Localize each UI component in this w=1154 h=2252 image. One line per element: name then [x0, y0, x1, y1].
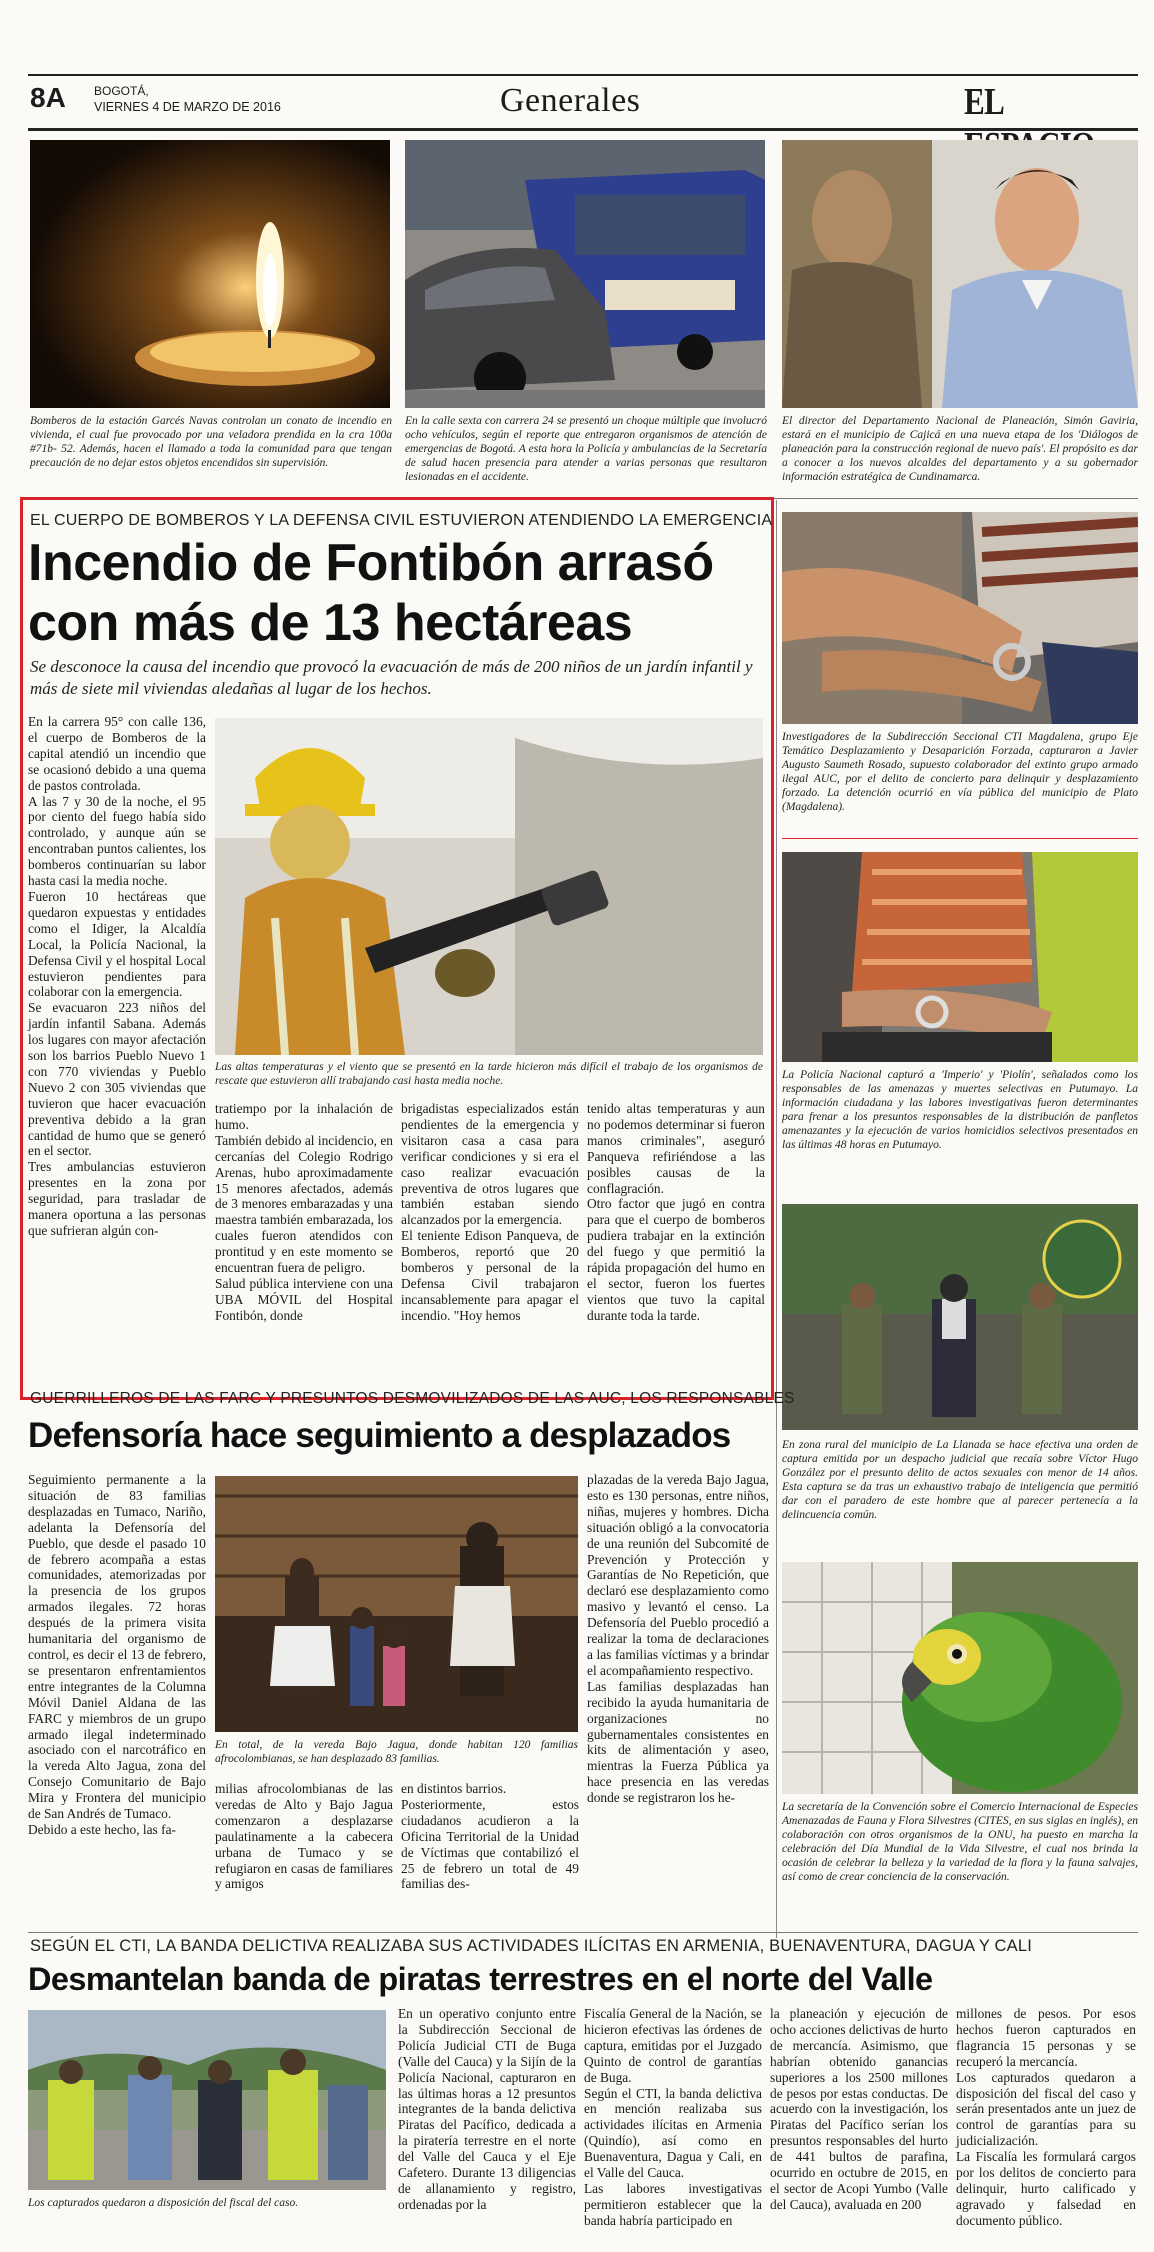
- piratas-column-2: Fiscalía General de la Nación, se hicieron efectivas las órdenes de captura, emitidas por el Juzgado Quinto de control de garantías de Buga. Según el CTI, la banda delictiva en mención realizaba sus actividades ilícitas en Armenia (Quindío), así como en Buenaventura, Dagua y Cali, en el Valle del Cauca. Las labores investigativas permitieron establecer que la banda habría participado en: [584, 2006, 762, 2228]
- family-photo: [215, 1476, 578, 1732]
- police-photo: [28, 2010, 386, 2190]
- crash-caption: En la calle sexta con carrera 24 se presentó un choque múltiple que involucró ocho vehículos, según el reporte que entregaron organismos de atención de emergencias de Bogotá. A esta hora la Policía y ambulancias de la Secretaría de salud hacen presencia para atender a varias personas que resultaron lesionadas en el accidente.: [405, 415, 767, 483]
- lead-deck: Se desconoce la causa del incendio que provocó la evacuación de más de 200 niños de un jardín infantil y más de siete mil viviendas aledañas al lugar de los hechos.: [30, 657, 753, 698]
- official-photo: [782, 140, 1138, 408]
- newspaper-logo: EL: [964, 81, 1003, 123]
- arrest-photo: [782, 852, 1138, 1062]
- piratas-kicker: SEGÚN EL CTI, LA BANDA DELICTIVA REALIZABA SUS ACTIVIDADES ILÍCITAS EN ARMENIA, BUENAVENTURA, DAGUA Y CALI: [30, 1937, 1033, 1955]
- lead-headline-line2: con más de 13 hectáreas: [28, 594, 633, 652]
- candle-photo: [30, 140, 390, 408]
- official-caption: El director del Departamento Nacional de Planeación, Simón Gaviria, estará en el municipio de Cajicá en una nueva etapa de los 'Diálogos de planeación para la construcción regional de nuevo país'. El propósito es dar a conocer a los nuevos alcaldes del departamento y a su gobernador información estratégica de Cundinamarca.: [782, 415, 1138, 483]
- soldiers-photo: [782, 1204, 1138, 1430]
- handcuff-photo: [782, 512, 1138, 724]
- piratas-column-1: En un operativo conjunto entre la Subdirección Seccional de Policía Judicial CTI de Buga (Valle del Cauca) y la Sijín de la Policía Nacional, capturaron en las últimas horas a 12 presuntos integrantes de la banda delictiva Piratas del Pacífico, dedicada a la piratería terrestre en el norte del Valle del Cauca y el Eje Cafetero. Durante 13 diligencias de allanamiento y registro, ordenadas por la: [398, 2006, 576, 2212]
- parrot-caption: La secretaría de la Convención sobre el Comercio Internacional de Especies Amenazadas de Fauna y Flora Silvestres (CITES, en sus siglas en inglés), en colaboración con otros organismos de la ONU, ha puesto en marcha la celebración del Día Mundial de la Vida Silvestre, el cual nos brinda la ocasión de celebrar la belleza y la variedad de la flora y la fauna salvajes, así como de crear conciencia de la conservación.: [782, 1801, 1138, 1883]
- city-line: BOGOTÁ,: [94, 84, 149, 98]
- parrot-photo: [782, 1562, 1138, 1794]
- page-number: 8A: [30, 82, 66, 113]
- police-caption: Los capturados quedaron a disposición del fiscal del caso.: [28, 2197, 299, 2209]
- piratas-headline: Desmantelan banda de piratas terrestres en el norte del Valle: [28, 1961, 933, 1997]
- defensoria-kicker: GUERRILLEROS DE LAS FARC Y PRESUNTOS DESMOVILIZADOS DE LAS AUC, LOS RESPONSABLES: [30, 1390, 795, 1407]
- lead-column-4: tenido altas temperaturas y aun no podemos determinar si fueron manos criminales", aseguró Panqueva refiriéndose a las posibles causas de la conflagración. Otro factor que jugó en contra para que el cuerpo de bomberos pudiera trabajar en la extinción del fuego y que permitió la rápida propagación del humo en el sector, fueron los fuertes vientos que tuvo la capital durante toda la tarde.: [587, 1101, 765, 1323]
- defensoria-column-4: plazadas de la vereda Bajo Jagua, esto es 130 personas, entre niños, niñas, mujeres y hombres. Dicha situación obligó a la convocatoria de una reunión del Subcomité de Prevención y Protección y Garantías de No Repetición, que declaró ese desplazamiento como masivo y levantó el censo. La Defensoría del Pueblo procedió a realizar la toma de declaraciones a las familias víctimas y a brindar el acompañamiento respectivo. Las familias desplazadas han recibido la ayuda humanitaria de organizaciones no gubernamentales consistentes en kits de alimentación y aseo, mientras la Fuerza Pública ya hace presencia en las veredas donde se registraron los he-: [587, 1472, 769, 1806]
- section-title: Generales: [500, 82, 641, 119]
- lead-kicker: EL CUERPO DE BOMBEROS Y LA DEFENSA CIVIL ESTUVIERON ATENDIENDO LA EMERGENCIA: [30, 512, 773, 529]
- soldiers-caption: En zona rural del municipio de La Llanada se hace efectiva una orden de captura emitida por un despacho judicial que recaía sobre Víctor Hugo González por el presunto delito de actos sexuales con menor de 14 años. Esta captura se da tras un exhaustivo trabajo de inteligencia que permitió dar con el paradero de este hombre que al parecer pertenecía a la delincuencia común.: [782, 1439, 1138, 1521]
- lead-column-1: En la carrera 95° con calle 136, el cuerpo de Bomberos de la capital atendió un incendio que se ocasionó debido a una quema de pastos controlada. A las 7 y 30 de la noche, el 95 por ciento del fuego había sido controlado, y aunque aún se encontraban puntos calientes, los bomberos continuarían su labor hasta casi la media noche. Fueron 10 hectáreas que quedaron expuestas y entidades como el Idiger, la Alcaldía Local, la Policía Nacional, la Defensa Civil y el hospital Local estuvieron pendientes para colaborar con la emergencia. Se evacuaron 223 niños del jardín infantil Sabana. Además los lugares con mayor afectación son los barrios Pueblo Nuevo 1 con 770 viviendas y Pueblo Nuevo 2 con 305 viviendas que tuvieron que hacer evacuación preventiva debido a la gran cantidad de humo que se generó en el sector. Tres ambulancias estuvieron presentes en la zona por seguridad, para trasladar de manera oportuna a las personas que sufrieran algún con-: [28, 714, 206, 1238]
- crash-photo: [405, 140, 765, 408]
- piratas-column-4: millones de pesos. Por esos hechos fueron capturados en flagrancia 15 personas y se recuperó la mercancía. Los capturados quedaron a disposición del fiscal del caso y serán presentados ante un juez de control de garantías para su judicialización. La Fiscalía les formulará cargos por los delitos de concierto para delinquir, hurto calificado y agravado y falsedad en documento público.: [956, 2006, 1136, 2228]
- fire-photo: [215, 718, 763, 1055]
- fire-photo-caption: Las altas temperaturas y el viento que se presentó en la tarde hicieron más difícil el trabajo de los organismos de rescate que estuvieron allí trabajando casi hasta media noche.: [215, 1061, 763, 1087]
- date-line: VIERNES 4 DE MARZO DE 2016: [94, 100, 281, 114]
- candle-caption: Bomberos de la estación Garcés Navas controlan un conato de incendio en vivienda, el cual fue provocado por una veladora prendida en la cra 100a #71b- 52. Además, hacen el llamado a toda la comunidad para que tengan precaución de no dejar estos objetos encendidos sin supervisión.: [30, 415, 392, 469]
- piratas-column-3: la planeación y ejecución de ocho acciones delictivas de hurto de mercancía. Asimismo, que habrían obtenido ganancias superiores a los 2500 millones de pesos por estas conductas. De acuerdo con la investigación, los Piratas del Pacífico serían los presuntos responsables del hurto de 441 bultos de parafina, ocurrido en octubre de 2015, en el sector de Acopi Yumbo (Valle del Cauca), avaluada en 200: [770, 2006, 948, 2212]
- lead-headline-line1: Incendio de Fontibón arrasó: [28, 534, 714, 592]
- lead-column-2: tratiempo por la inhalación de humo. También debido al incidencio, en cercanías del Colegio Rodrigo Arenas, hubo aproximadamente 15 menores afectados, además de 3 menores embarazadas y una maestra también embarazada, los cuales fueron atendidos con prontitud y en este momento se encuentran fuera de peligro. Salud pública interviene con una UBA MÓVIL del Hospital Fontibón, donde: [215, 1101, 393, 1323]
- defensoria-column-2: milias afrocolombianas de las veredas de Alto y Bajo Jagua comenzaron a desplazarse paulatinamente a la cabecera urbana de Tumaco y se refugiaron en casas de familiares y amigos: [215, 1781, 393, 1892]
- handcuff-caption: Investigadores de la Subdirección Seccional CTI Magdalena, grupo Eje Temático Desplazamiento y Desaparición Forzada, capturaron a Javier Augusto Saumeth Rosado, supuesto colaborador del extinto grupo armado ilegal AUC, por el delito de concierto para delinquir y desplazamiento forzado. La detención ocurrió en vía pública del municipio de Plato (Magdalena).: [782, 731, 1138, 813]
- arrest-caption: La Policía Nacional capturó a 'Imperio' y 'Piolín', señalados como los responsables de las amenazas y muertes selectivas en Putumayo. La información ciudadana y las labores investigativas fueron determinantes para frenar a los presuntos responsables de la distribución de panfletos amenazantes y la ejecución de varios homicidios selectivos presentados en las últimas 48 horas en Putumayo.: [782, 1069, 1138, 1151]
- defensoria-headline: Defensoría hace seguimiento a desplazados: [28, 1416, 731, 1455]
- family-caption: En total, de la vereda Bajo Jagua, donde habitan 120 familias afrocolombianas, se han desplazado 83 familias.: [215, 1739, 578, 1765]
- defensoria-column-3: en distintos barrios. Posteriormente, estos ciudadanos acudieron a la Oficina Territorial de la Unidad de Víctimas que contabilizó el 25 de febrero un total de 49 familias des-: [401, 1781, 579, 1892]
- defensoria-column-1: Seguimiento permanente a la situación de 83 familias desplazadas en Tumaco, Nariño, adelanta la Defensoría del Pueblo, que desde el pasado 10 de febrero acompaña a estas comunidades, atemorizadas por la presencia de los grupos armados ilegales. 72 horas después de la primera visita humanitaria del organismo de control, es decir el 13 de febrero, se presentaron enfrentamientos entre integrantes de la Columna Móvil Daniel Aldana de las FARC y miembros de un grupo armado ilegal indeterminado asociado con el narcotráfico en la vereda Alto Jagua, zona del Consejo Comunitario de Bajo Mira y Frontera del municipio de San Andrés de Tumaco. Debido a este hecho, las fa-: [28, 1472, 206, 1837]
- lead-column-3: brigadistas especializados están pendientes de la emergencia y visitaron casa a casa para verificar condiciones y si era el caso realizar evacuación preventiva de otros lugares que también estaban siendo alcanzados por la emergencia. El teniente Edison Panqueva, de Bomberos, reportó que 20 bomberos y personal de la Defensa Civil trabajaron incansablemente para apagar el incendio. "Hoy hemos: [401, 1101, 579, 1323]
